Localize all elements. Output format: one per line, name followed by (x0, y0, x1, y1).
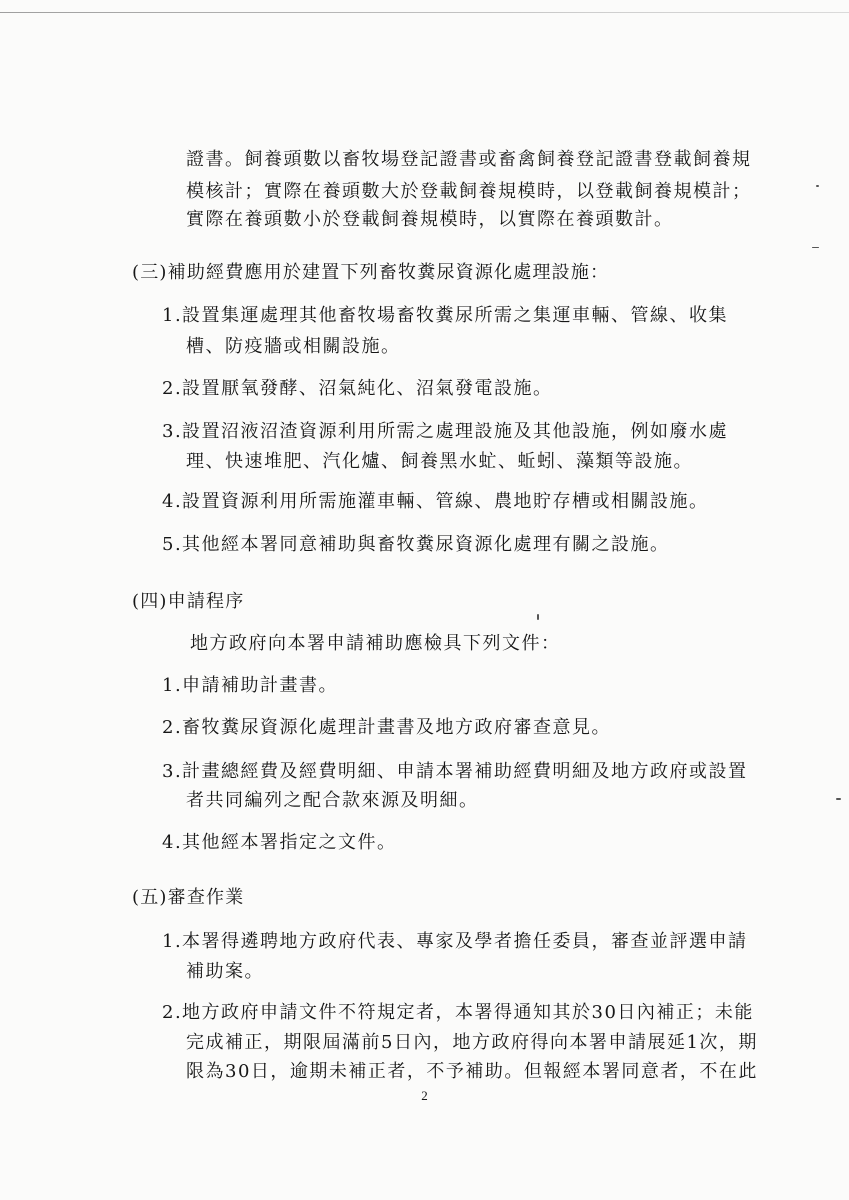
section4-item-4 (162, 831, 397, 855)
scan-speck (836, 798, 841, 800)
item-text: 申請補助計畫書。 (182, 675, 338, 696)
item-number: 3. (162, 421, 183, 442)
section3-item-1-cont: 槽、防疫牆或相關設施。 (186, 336, 401, 357)
scan-speck (537, 614, 539, 620)
item-number: 1. (162, 305, 183, 326)
section3-item-5 (162, 533, 670, 557)
item-number: 1. (162, 675, 183, 696)
section3-item-3 (162, 420, 728, 444)
item-number: 4. (162, 491, 183, 512)
section3-item-1 (162, 304, 728, 328)
item-text: 計畫總經費及經費明細、申請本署補助經費明細及地方政府或設置 (182, 761, 748, 782)
scan-speck (812, 247, 819, 248)
section3-item-3-cont: 理、快速堆肥、汽化爐、飼養黑水虻、蚯蚓、藻類等設施。 (186, 451, 693, 472)
scan-top-edge (0, 12, 849, 13)
section4-intro: 地方政府向本署申請補助應檢具下列文件： (190, 633, 561, 654)
item-text: 本署得遴聘地方政府代表、專家及學者擔任委員，審查並評選申請 (182, 931, 748, 952)
section5-item-2-cont1: 完成補正，期限屆滿前5日內，地方政府得向本署申請展延1次，期 (186, 1032, 758, 1053)
section5-heading: (五)審查作業 (132, 887, 245, 908)
intro-line-1: 證書。飼養頭數以畜牧場登記證書或畜禽飼養登記證書登載飼養規 (186, 149, 752, 170)
item-text: 其他經本署指定之文件。 (182, 832, 397, 853)
section4-heading: (四)申請程序 (132, 591, 245, 612)
item-number: 2. (162, 1002, 183, 1023)
item-number: 3. (162, 761, 183, 782)
section4-item-2 (162, 716, 611, 740)
item-number: 2. (162, 378, 183, 399)
section3-heading: (三)補助經費應用於建置下列畜牧糞尿資源化處理設施： (132, 262, 610, 283)
item-text: 其他經本署同意補助與畜牧糞尿資源化處理有關之設施。 (182, 534, 670, 555)
section5-item-1 (162, 930, 748, 954)
scan-speck (816, 185, 819, 187)
item-number: 2. (162, 717, 183, 738)
section5-item-2-cont2: 限為30日，逾期未補正者，不予補助。但報經本署同意者，不在此 (186, 1061, 758, 1082)
item-number: 4. (162, 832, 183, 853)
item-text: 設置資源利用所需施灌車輛、管線、農地貯存槽或相關設施。 (182, 491, 709, 512)
section4-item-1 (162, 674, 338, 698)
section5-item-1-cont: 補助案。 (186, 961, 264, 982)
item-text: 設置厭氧發酵、沼氣純化、沼氣發電設施。 (182, 378, 553, 399)
item-number: 5. (162, 534, 183, 555)
item-text: 畜牧糞尿資源化處理計畫書及地方政府審查意見。 (182, 717, 611, 738)
page-number: 2 (421, 1088, 428, 1103)
section4-item-3 (162, 760, 748, 784)
intro-line-2: 模核計；實際在養頭數大於登載飼養規模時，以登載飼養規模計； (186, 181, 752, 202)
section3-item-2 (162, 377, 553, 401)
section3-item-4 (162, 490, 709, 514)
item-text: 設置沼液沼渣資源利用所需之處理設施及其他設施，例如廢水處 (182, 421, 728, 442)
item-number: 1. (162, 931, 183, 952)
item-text: 設置集運處理其他畜牧場畜牧糞尿所需之集運車輛、管線、收集 (182, 305, 728, 326)
section5-item-2 (162, 1001, 754, 1025)
item-text: 地方政府申請文件不符規定者，本署得通知其於30日內補正；未能 (182, 1002, 754, 1023)
section4-item-3-cont: 者共同編列之配合款來源及明細。 (186, 790, 479, 811)
intro-line-3: 實際在養頭數小於登載飼養規模時，以實際在養頭數計。 (186, 209, 674, 230)
